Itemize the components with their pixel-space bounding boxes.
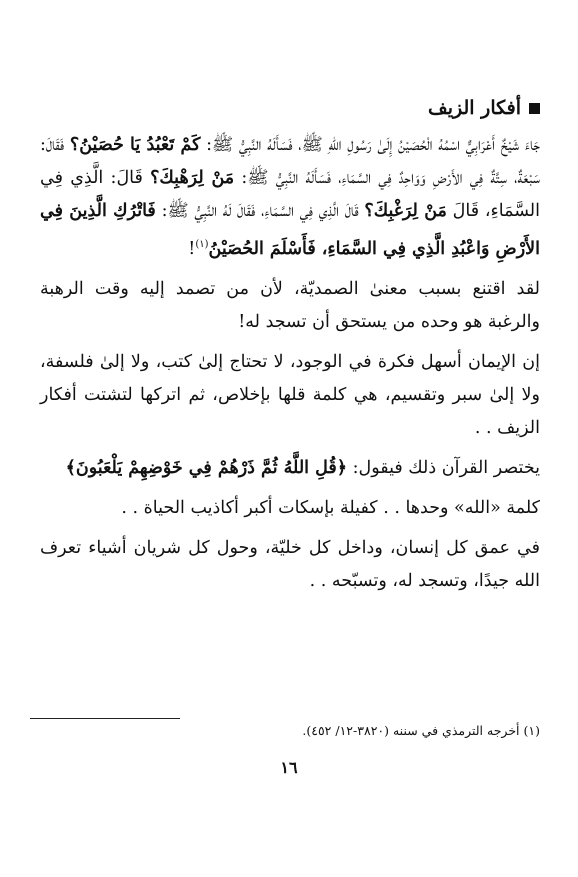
hadith-question-1: كَمْ تَعْبُدُ يَا حُصَيْنُ؟ [69, 135, 201, 155]
section-heading-text: أفكار الزيف [428, 97, 521, 119]
hadith-command: فَاتْرُكِ الَّذِينَ فِي الأَرْضِ وَاعْبُدِ الَّذِي فِي السَّمَاءِ، فَأَسْلَمَ الحُصَيْنُ [40, 201, 540, 259]
square-bullet-icon [529, 103, 540, 114]
section-heading [40, 95, 540, 121]
page-number: ١٦ [280, 758, 298, 777]
every-cell-paragraph: في عمق كل إنسان، وداخل كل خليّة، وحول كل شريان أشياء تعرف الله جيدًا، وتسجد له، وتسبّحه . . [40, 537, 540, 591]
iman-paragraph: إن الإيمان أسهل فكرة في الوجود، لا تحتاج إلىٰ كتب، ولا إلىٰ فلسفة، ولا إلىٰ سبر وتقسيم، هي كلمة قلها بإخلاص، ثم اتركها لتشتت أفكار الزيف . . [40, 351, 540, 438]
samadiyya-paragraph: لقد اقتنع بسبب معنىٰ الصمديّة، لأن من تصمد إليه وقت الرهبة والرغبة هو وحده من يستحق أن تسجد له! [40, 278, 540, 332]
page-body [40, 95, 540, 598]
hadith-text-3: قَالَ: الَّذِي فِي السَّمَاءِ، قَالَ [40, 168, 541, 221]
quran-intro: يختصر القرآن ذلك فيقول: [347, 457, 540, 478]
footnote-reference: (١) [195, 239, 209, 250]
hadith-question-2: مَنْ لِرَهْبِكَ؟ [150, 168, 235, 188]
allah-word-paragraph: كلمة «الله» وحدها . . كفيلة بإسكات أكبر أكاذيب الحياة . . [121, 497, 540, 518]
footnote: (١) أخرجه الترمذي في سننه (٣٨٢٠-١٢/ ٤٥٢). [302, 723, 540, 738]
hadith-text-2: فَقَالَ: سَبْعَةٌ، سِتَّةٌ فِي الأَرْضِ وَوَاحِدٌ فِي السَّمَاءِ، فَسَأَلَهُ النَّبِيُّ ﷺ: [40, 135, 541, 188]
quran-verse: ﴿قُلِ اللَّهُ ثُمَّ ذَرْهُمْ فِي خَوْضِهِمْ يَلْعَبُونَ﴾ [65, 457, 348, 478]
footnote-separator [30, 718, 180, 719]
hadith-paragraph [40, 129, 540, 266]
hadith-question-3: مَنْ لِرَغْبِكَ؟ [364, 201, 447, 221]
hadith-text-4: قَالَ الَّذِي فِي السَّمَاءِ، فَقَالَ لَهُ النَّبِيُّ ﷺ: [155, 201, 365, 221]
hadith-end-mark: ! [188, 238, 196, 259]
hadith-text-1: جَاءَ شَيْخٌ أَعْرَابِيٌّ اسْمُهُ الْحُصَيْنُ إِلَىٰ رَسُولِ اللهِ ﷺ، فَسَأَلَهُ النَّبِيُّ ﷺ: [200, 135, 541, 155]
quran-paragraph [40, 452, 540, 485]
